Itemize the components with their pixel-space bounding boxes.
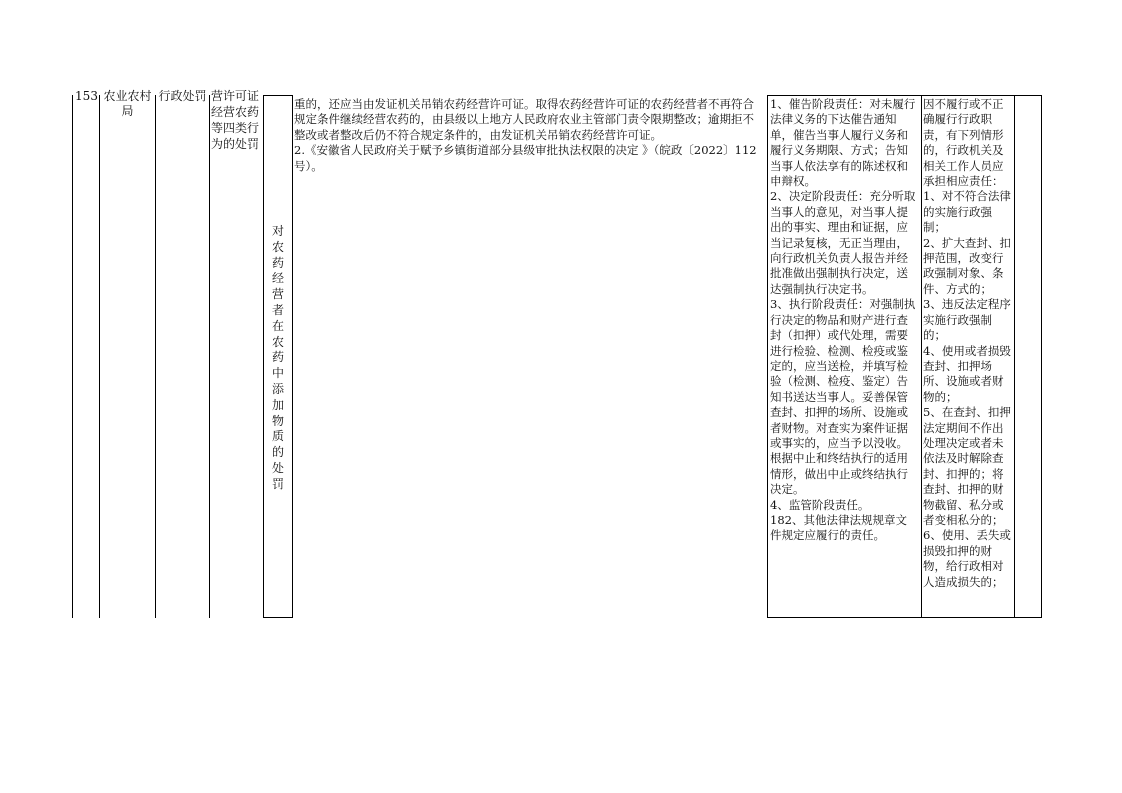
- item-name-partial: 营许可证: [211, 89, 260, 103]
- grid-line-col8: [921, 95, 922, 618]
- legal-basis: 重的，还应当由发证机关吊销农药经营许可证。取得农药经营许可证的农药经营者不再符合规定条件继续经营农药的，由县级以上地方人民政府农业主管部门责令限期整改；逾期拒不整改或者整改后仍不符合规定条件的，由发证机关吊销农药经营许可证。 2.《安徽省人民政府关于赋予乡镇街道部分县级审批执法权限的决定 》（皖政〔2022〕112号）。: [294, 97, 757, 173]
- item-number: 153: [75, 89, 98, 103]
- responsibility-items: 1、催告阶段责任：对未履行法律义务的下达催告通知单，催告当事人履行义务和履行义务期限、方式；告知当事人依法享有的陈述权和申辩权。 2、决定阶段责任：充分听取当事人的意见，对当事人提出的事实、理由和证据，应当记录复核，无正当理由，向行政机关负责人报告并经批准做出强制执行决定，送达强制执行决定书。 3、执行阶段责任：对强制执行决定的物品和财产进行查封（扣押）或代处理，需要进行检验、检测、检疫或鉴定的，应当送检，并填写检验（检测、检疫、鉴定）告知书送达当事人。妥善保管查封、扣押的场所、设施或者财物。对查实为案件证据或事实的，应当予以没收。根据中止和终结执行的适用情形，做出中止或终结执行决定。 4、监管阶段责任。 182、其他法律法规规章文件规定应履行的责任。: [770, 97, 916, 543]
- grid-line-top-resp: [767, 95, 1042, 96]
- grid-line-right: [1041, 95, 1042, 618]
- power-type: 行政处罚: [158, 89, 207, 103]
- grid-line-bottom-subitem: [263, 617, 293, 618]
- item-name: 经营农药等四类行为的处罚: [211, 105, 260, 151]
- accountability-items: 因不履行或不正确履行行政职责，有下列情形的，行政机关及相关工作人员应承担相应责任： 1、对不符合法律的实施行政强制； 2、扩大查封、扣押范围，改变行政强制对象、条件、方式的； 3、违反法定程序实施行政强制的； 4、使用或者损毁查封、扣押场所、设施或者财物的； 5、在查封、扣押法定期间不作出处理决定或者未依法及时解除查封、扣押的；将查封、扣押的财物截留、私分或者变相私分的； 6、使用、丢失或损毁扣押的财物，给行政相对人造成损失的；: [923, 97, 1011, 589]
- grid-line-bottom-resp: [767, 617, 1042, 618]
- sub-item-name: 对农药经营者在农药中添加物质的处罚: [271, 224, 284, 491]
- grid-line-col4: [209, 95, 210, 618]
- grid-line-col3: [155, 95, 156, 618]
- grid-line-top-subitem: [263, 95, 293, 96]
- department: 农业农村局: [103, 89, 152, 119]
- grid-line-col6: [292, 95, 293, 618]
- grid-line-col2: [99, 95, 100, 618]
- grid-line-col9: [1014, 95, 1015, 618]
- grid-line-col7: [767, 95, 768, 618]
- grid-line-left: [72, 95, 73, 618]
- grid-line-col5: [263, 95, 264, 618]
